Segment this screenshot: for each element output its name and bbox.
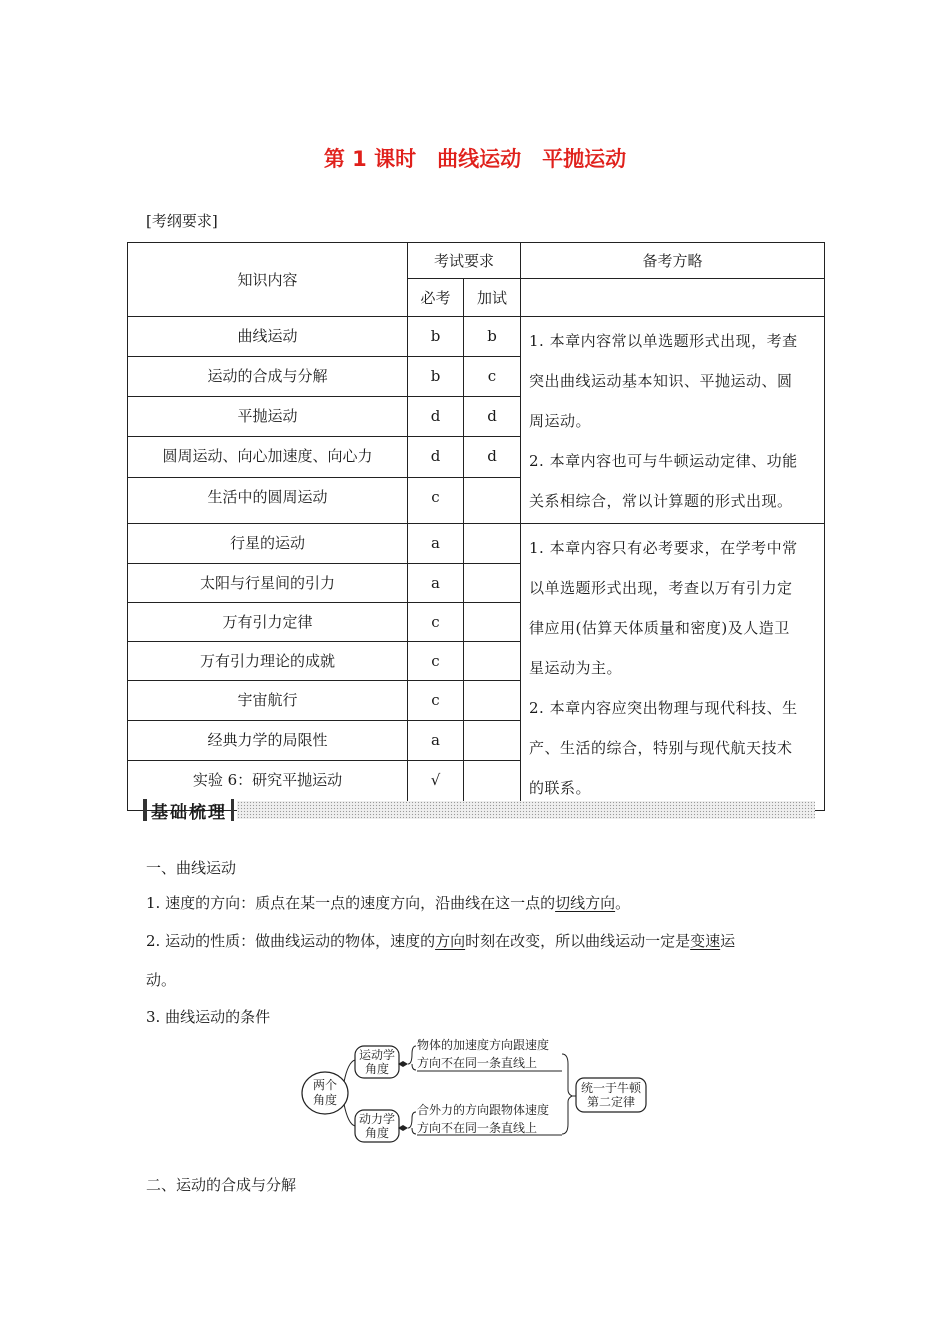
table-row-extra (464, 477, 521, 524)
center-label-1: 两个 (312, 1078, 338, 1092)
table-row-extra (464, 721, 521, 760)
table-row-required: a (408, 721, 464, 760)
strategy-cell-2 (521, 524, 825, 811)
strategy-cell-1 (521, 317, 825, 524)
kinematics-text-1: 物体的加速度方向跟速度 (417, 1038, 550, 1052)
section-dot-pattern (237, 801, 815, 819)
strategy-line: 的联系。 (529, 779, 592, 797)
right-brace (562, 1054, 572, 1134)
strategy-line: 2. 本章内容也可与牛顿运动定律、功能 (529, 452, 798, 470)
paragraph-motion-nature-cont: 动。 (146, 971, 177, 989)
kinematics-label-2: 角度 (364, 1062, 390, 1076)
table-row-topic: 圆周运动、向心加速度、向心力 (128, 437, 408, 477)
strategy-line: 突出曲线运动基本知识、平抛运动、圆 (529, 372, 793, 390)
heading-composition: 二、运动的合成与分解 (146, 1176, 297, 1194)
table-row-topic: 平抛运动 (128, 397, 408, 437)
requirements-table (127, 242, 825, 811)
strategy-line: 1. 本章内容常以单选题形式出现，考查 (529, 332, 798, 350)
strategy-line: 1. 本章内容只有必考要求，在学考中常 (529, 539, 798, 557)
table-row-topic: 万有引力理论的成就 (128, 642, 408, 681)
section-header (143, 797, 815, 825)
strategy-line: 周运动。 (529, 412, 592, 430)
header-extra: 加试 (464, 279, 521, 317)
header-exam: 考试要求 (408, 243, 521, 279)
table-row-required: c (408, 477, 464, 524)
table-row-required: c (408, 681, 464, 721)
table-row-topic: 万有引力定律 (128, 603, 408, 642)
requirements-label: [考纲要求] (146, 212, 218, 230)
strategy-line: 关系相综合，常以计算题的形式出现。 (529, 492, 793, 510)
section-label: 基础梳理 (151, 803, 227, 823)
connector-dyn (344, 1104, 355, 1126)
bracket-dyn-low (412, 1128, 416, 1134)
bracket-kin-low (412, 1064, 416, 1070)
curved-motion-condition-diagram (300, 1030, 660, 1146)
table-row-topic: 曲线运动 (128, 317, 408, 357)
table-row-topic: 太阳与行星间的引力 (128, 564, 408, 603)
strategy-line: 产、生活的综合，特别与现代航天技术 (529, 739, 793, 757)
table-row-required: d (408, 437, 464, 477)
strategy-line: 星运动为主。 (529, 659, 623, 677)
dynamics-text-2: 方向不在同一条直线上 (417, 1121, 538, 1135)
table-row-extra (464, 681, 521, 721)
strategy-line: 以单选题形式出现，考查以万有引力定 (529, 579, 793, 597)
strategy-line: 2. 本章内容应突出物理与现代科技、生 (529, 699, 798, 717)
bracket-dyn (408, 1112, 416, 1128)
section-bar-left (143, 799, 147, 821)
blank-direction: 方向 (435, 932, 466, 950)
paragraph-conditions: 3. 曲线运动的条件 (146, 1008, 271, 1026)
table-row-topic: 行星的运动 (128, 524, 408, 564)
table-row-extra: d (464, 437, 521, 477)
table-row-required: √ (408, 760, 464, 810)
table-row-required: c (408, 603, 464, 642)
section-bar-right (231, 799, 234, 821)
center-label-2: 角度 (312, 1093, 338, 1107)
header-empty (521, 279, 825, 317)
table-row-topic: 实验 6：研究平抛运动 (128, 760, 408, 810)
header-required: 必考 (408, 279, 464, 317)
page-title: 第 1 课时 曲线运动 平抛运动 (323, 147, 627, 171)
header-knowledge: 知识内容 (128, 243, 408, 317)
table-row-topic: 运动的合成与分解 (128, 357, 408, 397)
blank-tangent-direction: 切线方向 (555, 894, 616, 912)
table-row-extra (464, 603, 521, 642)
strategy-line: 律应用(估算天体质量和密度)及人造卫 (529, 619, 790, 637)
table-row-required: b (408, 317, 464, 357)
table-row-required: b (408, 357, 464, 397)
table-row-required: c (408, 642, 464, 681)
table-row-topic: 宇宙航行 (128, 681, 408, 721)
table-row-extra: c (464, 357, 521, 397)
paragraph-velocity-direction: 1. 速度的方向：质点在某一点的速度方向，沿曲线在这一点的切线方向。 (146, 894, 631, 912)
dynamics-label-1: 动力学 (358, 1112, 396, 1126)
table-row-required: a (408, 524, 464, 564)
table-row-extra: b (464, 317, 521, 357)
paragraph-motion-nature: 2. 运动的性质：做曲线运动的物体，速度的方向时刻在改变，所以曲线运动一定是变速运 (146, 932, 736, 950)
dynamics-text-1: 合外力的方向跟物体速度 (417, 1103, 550, 1117)
table-row-required: d (408, 397, 464, 437)
table-row-extra: d (464, 397, 521, 437)
table-row-extra (464, 564, 521, 603)
newton-label-2: 第二定律 (586, 1095, 636, 1109)
kinematics-label-1: 运动学 (358, 1048, 396, 1062)
connector-kin (344, 1060, 355, 1082)
blank-variable-speed: 变速 (690, 932, 721, 950)
table-row-required: a (408, 564, 464, 603)
table-row-extra (464, 642, 521, 681)
newton-label-1: 统一于牛顿 (580, 1081, 642, 1095)
table-row-extra (464, 524, 521, 564)
dynamics-label-2: 角度 (364, 1126, 390, 1140)
heading-curved-motion: 一、曲线运动 (146, 859, 237, 877)
table-row-topic: 经典力学的局限性 (128, 721, 408, 760)
header-strategy: 备考方略 (521, 243, 825, 279)
bracket-kin (408, 1046, 416, 1064)
kinematics-text-2: 方向不在同一条直线上 (417, 1056, 538, 1070)
table-row-topic: 生活中的圆周运动 (128, 477, 408, 524)
